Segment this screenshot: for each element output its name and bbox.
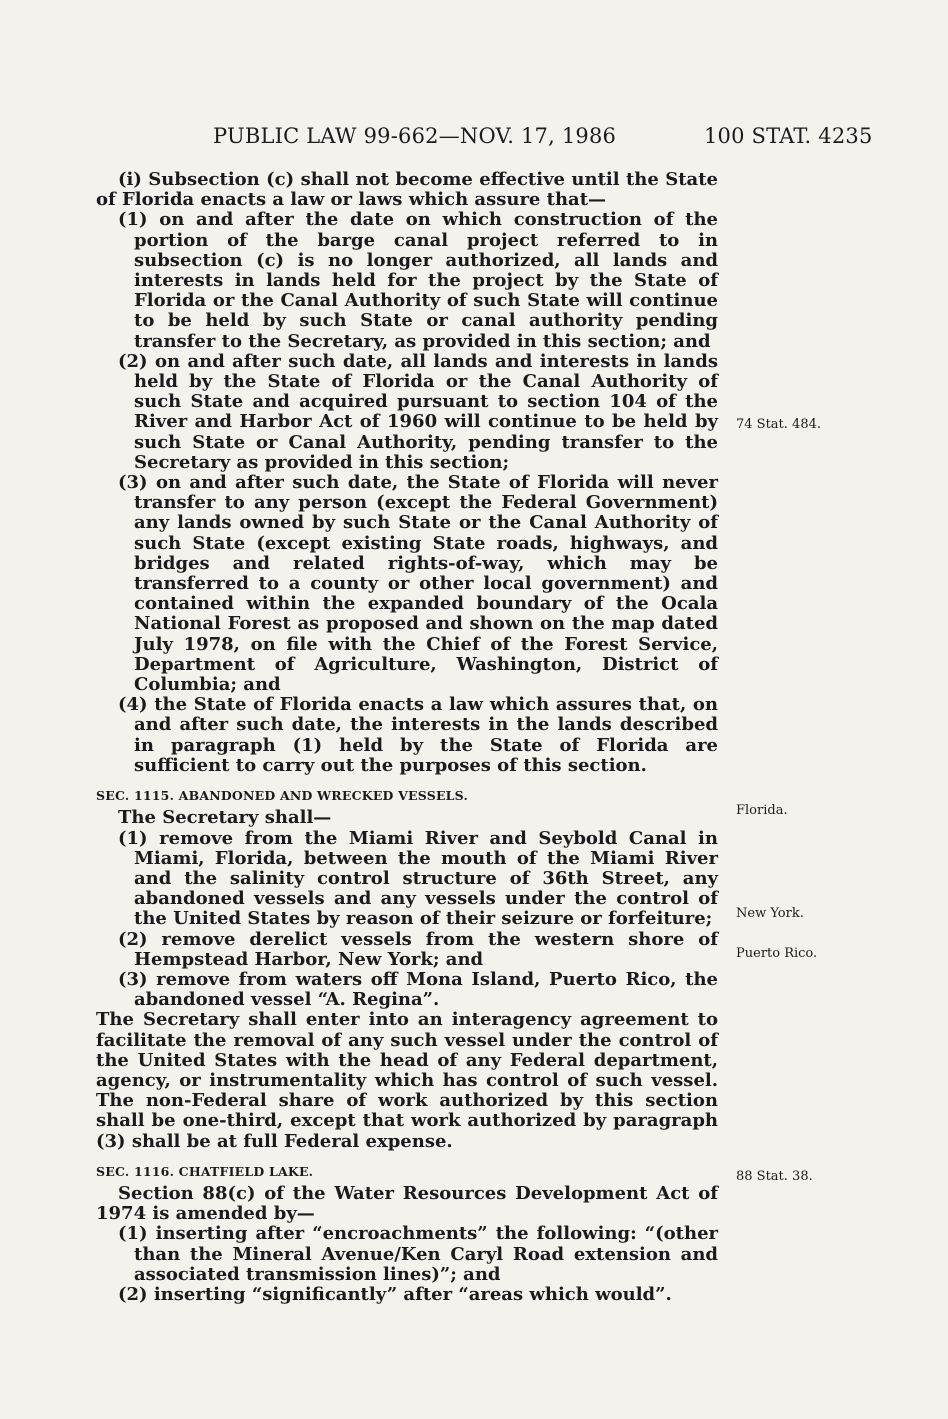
section-1115-item-3: (3) remove from waters off Mona Island, Puerto Rico, the abandoned vessel “A. Regina”. bbox=[118, 968, 718, 1011]
section-1116-intro: Section 88(c) of the Water Resources Development Act of 1974 is amended by— bbox=[96, 1182, 718, 1225]
section-1116-item-2: (2) inserting “significantly” after “areas which would”. bbox=[118, 1283, 672, 1305]
margin-note-74-stat-484: 74 Stat. 484. bbox=[736, 417, 821, 432]
paragraph-i-4: (4) the State of Florida enacts a law which assures that, on and after such date, the interests in the lands described in paragraph (1) held by the State of Florida are sufficient to carry out the purposes of this section. bbox=[118, 694, 718, 776]
section-1115-closing: The Secretary shall enter into an interagency agreement to facilitate the removal of any such vessel under the control of the United States with the head of any Federal department, agency, or instrumentality which has control of such vessel. The non-Federal share of work authorized by this section shall be one-third, except that work authorized by paragraph (3) shall be at full Federal expense. bbox=[96, 1009, 718, 1152]
paragraph-i-2: (2) on and after such date, all lands and interests in lands held by the State of Florida or the Canal Authority of such State and acquired pursuant to section 104 of the River and Harbor Act of 1960 will continue to be held by such State or Canal Authority, pending transfer to the Secretary as provided in this section; bbox=[118, 350, 718, 473]
section-1116-heading: SEC. 1116. CHATFIELD LAKE. bbox=[96, 1163, 314, 1179]
section-1115-item-2: (2) remove derelict vessels from the western shore of Hempstead Harbor, New York; and bbox=[118, 928, 718, 970]
section-1116-item-1: (1) inserting after “encroachments” the following: “(other than the Mineral Avenue/Ken Caryl Road extension and associated transmission lines)”; and bbox=[118, 1223, 718, 1285]
section-1115-heading: SEC. 1115. ABANDONED AND WRECKED VESSELS. bbox=[96, 788, 468, 804]
margin-note-florida: Florida. bbox=[736, 803, 788, 818]
page-header-stat: 100 STAT. 4235 bbox=[704, 124, 873, 148]
margin-note-new-york: New York. bbox=[736, 906, 804, 921]
section-1115-item-1: (1) remove from the Miami River and Seybold Canal in Miami, Florida, between the mouth of the Miami River and the salinity control structure of 36th Street, any abandoned vessels and any vessels under the control of the United States by reason of their seizure or forfeiture; bbox=[118, 827, 718, 930]
margin-note-puerto-rico: Puerto Rico. bbox=[736, 946, 818, 961]
margin-note-88-stat-38: 88 Stat. 38. bbox=[736, 1169, 813, 1184]
section-1115-intro: The Secretary shall— bbox=[118, 807, 332, 829]
page-header-title: PUBLIC LAW 99-662—NOV. 17, 1986 bbox=[213, 124, 617, 148]
body-text bbox=[96, 170, 718, 1305]
paragraph-i: (i) Subsection (c) shall not become effective until the State of Florida enacts a law or laws which assure that— bbox=[96, 169, 718, 211]
paragraph-i-3: (3) on and after such date, the State of Florida will never transfer to any person (except the Federal Government) any lands owned by such State or the Canal Authority of such State (except existing State roads, highways, and bridges and related rights-of-way, which may be transferred to a county or other local government) and contained within the expanded boundary of the Ocala National Forest as proposed and shown on the map dated July 1978, on file with the Chief of the Forest Service, Department of Agriculture, Washington, District of Columbia; and bbox=[118, 472, 718, 696]
paragraph-i-1: (1) on and after the date on which construction of the portion of the barge canal project referred to in subsection (c) is no longer authorized, all lands and interests in lands held for the project by the State of Florida or the Canal Authority of such State will continue to be held by such State or canal authority pending transfer to the Secretary, as provided in this section; and bbox=[118, 209, 718, 352]
